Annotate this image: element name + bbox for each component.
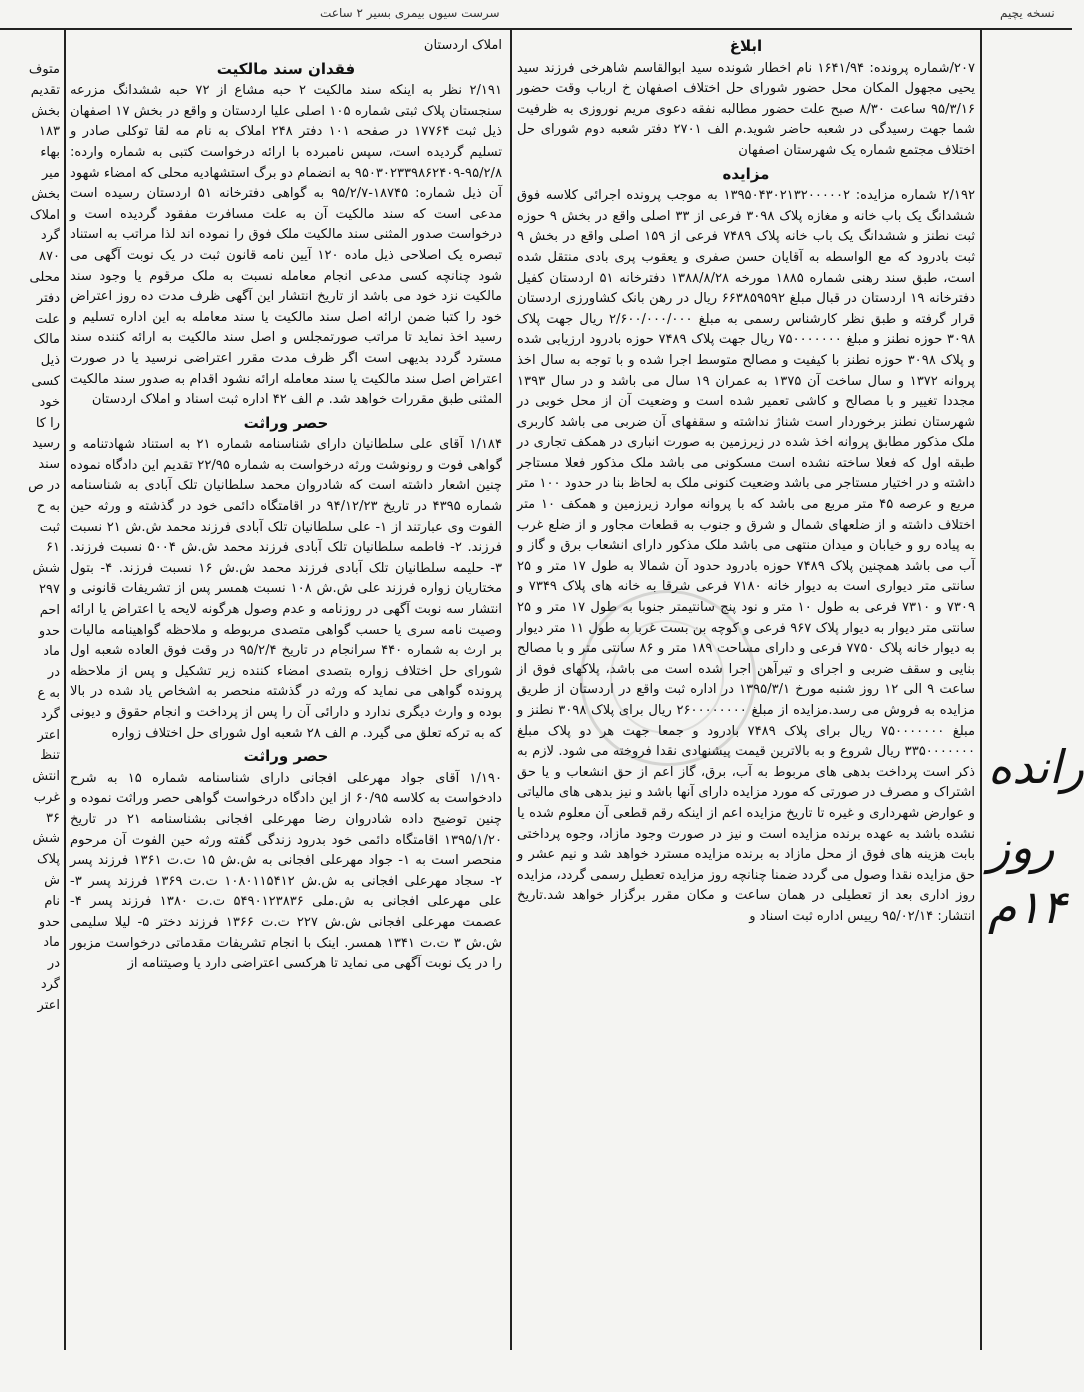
left-fragment-line: بهاء: [40, 145, 60, 161]
left-fragment-line: ۱۸۳: [39, 124, 60, 140]
left-fragment-line: املاک: [30, 207, 60, 223]
left-fragment-line: دفتر: [36, 290, 60, 306]
left-fragment-line: علت: [35, 311, 60, 327]
left-fragment-line: رسید: [32, 436, 60, 452]
left-fragment-line: انتش: [32, 769, 60, 785]
left-fragment-line: گرد: [40, 977, 60, 993]
inheritance-notice-1: ۱/۱۸۴ آقای علی سلطانیان دارای شناسنامه شماره ۲۱ به استناد شهادتنامه و گواهی فوت و رونوشت ورثه درخواست به شماره ۲۲/۹۵ تقدیم این دادگاه نموده چنین اشعار داشته است که شادروان محمد سلطانیان تلک آبادی به شناسنامه شماره ۴۳۹۵ در تاریخ ۹۴/۱۲/۲۳ در اقامتگاه دائمی خود در گذشته و ورثه حین الفوت وی عبارتند از ۱- علی سلطانیان تلک آبادی فرزند محمد ش.ش ۲۱ نسبت فرزند. ۲- فاطمه سلطانیان تلک آبادی فرزند محمد ش.ش ۵۰۰۴ نسبت فرزند. ۳- حلیمه سلطانیان تلک آبادی فرزند محمد ش.ش ۱۶ نسبت فرزند. ۴- بتول مختاریان زواره فرزند علی ش.ش ۱۰۸ نسبت همسر پس از تشریفات قانونی و انتشار سه نوبت آگهی در روزنامه و عدم وصول هرگونه لایحه یا اعتراض یا ارائه وصیت نامه سری یا حسب گواهی متصدی مربوطه و ملاحظه گواهینامه مالیات بر ارث به شماره ۴۴۰ سرانجام در تاریخ ۹۵/۲/۴ در وقت فوق العاده شعبه اول شورای حل اختلاف زواره بتصدی امضاء کننده زیر تشکیل و پس از ملاحظه پرونده گواهی می نماید که ورثه در گذشته منحصر به اشخاص یاد شده در بالا بوده و وارث دیگری ندارد و دارائی آن را پس از پرداخت و انجام حقوق و دیونی که به ترکه تعلق می گیرد. م الف ۲۸ شعبه اول شورای حل اختلاف زواره: [70, 437, 503, 741]
notice-heading: ابلاغ: [729, 37, 763, 55]
left-fragment-line: ۲۹۷: [39, 581, 60, 597]
left-fragment-line: سند: [38, 457, 60, 473]
left-fragment-line: شش: [32, 831, 60, 847]
left-fragment-line: کسی: [31, 373, 60, 389]
left-fragment-line: متوف: [28, 62, 60, 77]
left-fragment-line: به ح: [36, 498, 60, 514]
left-fragment-line: ۶۱: [46, 540, 60, 556]
left-fragment-line: محلی: [29, 269, 60, 285]
lost-deed-heading: فقدان سند مالکیت: [216, 59, 356, 78]
column-divider-middle: [510, 30, 512, 1350]
left-fragment-line: را کا: [35, 415, 60, 431]
left-fragment-line: گرد: [40, 228, 60, 244]
left-cut-column: [0, 60, 60, 1017]
left-fragment-line: ذیل: [40, 353, 60, 369]
auction-notice: ۲/۱۹۲ شماره مزایده: ۱۳۹۵۰۴۳۰۲۱۳۲۰۰۰۰۰۲ به موجب پرونده اجرائی کلاسه فوق ششدانگ یک باب خانه و مغازه پلاک ۳۰۹۸ فرعی از ۳۳ اصلی واقع در بخش ۹ حوزه ثبت نطنز و ششدانگ یک باب خانه پلاک ۷۴۸۹ فرعی از ۱۵۹ اصلی واقع در بخش ۹ ثبت بادرود که مع الواسطه به آقایان حسن صفری و یعقوب پری بادی منتقل شده است، طبق سند رهنی شماره ۱۸۸۵ مورخه ۱۳۸۸/۸/۲۸ دفترخانه ۵۱ اردستان کفیل دفترخانه ۱۹ اردستان در قبال مبلغ ۶۶۳۸۵۹۵۹۲ ریال در رهن بانک کشاورزی اردستان قرار گرفته و طبق نظر کارشناس رسمی به مبلغ ۲/۶۰۰/۰۰۰/۰۰۰ ریال جهت پلاک ۳۰۹۸ حوزه نطنز و مبلغ ۷۵۰۰۰۰۰۰۰ ریال جهت پلاک ۷۴۸۹ حوزه بادرود ارزیابی شده و پلاک ۳۰۹۸ حوزه نطنز با کیفیت و مصالح متوسط اجرا شده و با توجه به سال اخذ پروانه ۱۳۷۲ و سال ساخت آن ۱۳۷۵ به عمران ۱۹ سال می باشد و در سال ۱۳۹۳ مجددا تغییر و با مصالح و کاشی تعمیر شده است و وضعیت آن از محل خوبی در شهرستان نطنز برخوردار است شناژ نداشته و سقفهای آن ضربی می باشد کاربری ملک مذکور مطابق پروانه اخذ شده در زیرزمین به صورت انباری در همکف تجاری در طبقه اول که فعلا ساخته نشده است مسکونی می باشد ملک مذکور فعلا مستاجر داشته و در اختیار مستاجر می باشد وضعیت کنونی ملک به لحاظ بنا در حدود ۱۰۰ متر مربع و عرصه ۴۵ متر مربع می باشد که با پروانه موارد زیرزمین و همکف ۱۰ متر اختلاف داشته و از ضلعهای شمال و شرق و جنوب به قطعات مجاور و از ضلع غرب به پیاده رو و خیابان و میدان منتهی می باشد ملک مذکور دارای انشعاب برق و گاز و آب می باشد همچنین پلاک ۷۴۸۹ حوزه بادرود حدود آن شمالا به طول ۱۷ متر و ۲۵ سانتی متر دیواری است به دیوار خانه ۷۱۸۰ فرعی شرقا به خانه های پلاک ۷۳۴۹ و ۷۳۰۹ و ۷۳۱۰ فرعی به طول ۱۰ متر و نود پنج سانتیمتر جنوبا به طول ۱۷ متر و ۲۵ سانتی متر دیوار به دیوار پلاک ۹۶۷ فرعی و کوچه بن بست غربا به طول ۱۱ متر دیوار به دیوار خانه پلاک ۷۷۵۰ فرعی و دارای مساحت ۱۸۹ متر و ۸۶ سانتی متر و با مصالح بنایی و سقف ضربی و اجرای و تیرآهن اجرا شده است می باشد، پلاکهای فوق از ساعت ۹ الی ۱۲ روز شنبه مورخ ۱۳۹۵/۳/۱ در اداره ثبت واقع در اردستان از طریق مزایده به فروش می رسد.مزایده از مبلغ ۲۶۰۰۰۰۰۰۰۰ ریال برای پلاک ۳۰۹۸ نطنز و مبلغ ۷۵۰۰۰۰۰۰۰ ریال برای پلاک ۷۴۸۹ بادرود و جمعا جهت هر دو پلاک مبلغ ۳۳۵۰۰۰۰۰۰۰ ریال شروع و به بالاترین قیمت پیشنهادی نقدا فروخته می شود. لازم به ذکر است پرداخت بدهی های مربوط به آب، برق، گاز اعم از حق انشعاب و یا حق اشتراک و مصرف در صورتی که مورد مزایده دارای آنها باشد و نیز بدهی های مالیاتی و عوارض شهرداری و غیره تا تاریخ مزایده اعم از اینکه رقم قطعی آن معلوم شده یا نشده باشد به عهده برنده مزایده است و نیز در صورت وجود مازاد، وجوه پرداختی بابت هزینه های فوق از محل مازاد به برنده مزایده مسترد خواهد شد و نیم عشر و حق مزایده نقدا وصول می گردد ضمنا چنانچه روز مزایده تعطیل رسمی گردد، مزایده روز اداری بعد از تعطیلی در همان ساعت و مکان مقرر برگزار خواهد شد.تاریخ انتشار: ۹۵/۰۲/۱۴ رییس اداره ثبت اسناد و: [517, 188, 976, 924]
middle-subhead: املاک اردستان: [423, 38, 502, 53]
left-fragment-line: غرب: [33, 789, 60, 805]
left-fragment-line: نام: [44, 893, 60, 909]
left-fragment-line: تقدیم: [30, 82, 60, 98]
handwritten-note-3: ۱۴م: [988, 880, 1066, 934]
handwritten-note-1: رانده: [988, 740, 1084, 794]
left-fragment-line: ثبت: [39, 519, 60, 535]
left-fragment-line: ماد: [43, 644, 60, 660]
left-fragment-line: ماد: [43, 935, 60, 951]
inheritance-heading-2: حصر وراثت: [243, 747, 329, 766]
left-fragment-line: گرد: [40, 706, 60, 722]
lost-deed-notice: ۲/۱۹۱ نظر به اینکه سند مالکیت ۲ حبه مشاع از ۷۲ حبه ششدانگ مزرعه سنجستان پلاک ثبتی شماره ۱۰۵ اصلی علیا اردستان و واقع در بخش ۱۷ اصفهان ذیل ثبت ۱۷۷۶۴ در صفحه ۱۰۱ دفتر ۲۴۸ املاک به نام مه لقا توکلی صادر و تسلیم گردیده است، سپس نامبرده با ارائه درخواست کتبی به شماره وارده: ۹۵/۲/۸-۹۵۰۳۰۲۳۳۹۸۶۲۴۰۹ به انضمام دو برگ استشهادیه محلی که امضاء شهود آن ذیل شماره: ۱۸۷۴۵-۹۵/۲/۷ به گواهی دفترخانه ۵۱ اردستان رسیده است مدعی است که سند مالکیت آن به علت مسافرت مفقود گردیده است و درخواست صدور المثنی سند مالکیت ملک فوق را نموده اند لذا مراتب به استناد تبصره یک اصلاحی ذیل ماده ۱۲۰ آیین نامه قانون ثبت در یک نوبت آگهی می شود چنانچه کسی مدعی انجام معامله نسبت به ملک مرقوم یا وجود سند مالکیت نزد خود می باشد از تاریخ انتشار این آگهی ظرف مدت ده روز اعتراض خود را کتبا ضمن ارائه اصل سند مالکیت یا سند معامله به این اداره تسلیم و رسید اخذ نماید تا مراتب صورتمجلس و اصل سند مالکیت به ارائه کننده سند مسترد گردد بدیهی است اگر ظرف مدت مقرر اعتراضی نرسید یا در صورت اعتراض اصل سند مالکیت یا سند معامله ارائه نشود اقدام به صدور سند مالکیت المثنی طبق مقررات خواهد شد. م الف ۴۲ اداره ثبت اسناد و املاک اردستان: [70, 83, 503, 408]
left-fragment-line: در ص: [28, 477, 60, 493]
summons-notice: ۲۰۷/شماره پرونده: ۱۶۴۱/۹۴ نام اخطار شونده سید ابوالقاسم شاهرخی فرزند سید یحیی مجهول المکان محل حضور شورای حل اختلاف اصفهان خ ارباب وقت حضور ۹۵/۳/۱۶ ساعت ۸/۳۰ صبح علت حضور مطالبه نفقه دعوی مریم نوروزی به ظرفیت شما جهت رسیدگی در شعبه حاضر شوید.م الف ۲۷۰۱ دفتر شعبه دوم شورای حل اختلاف مجتمع شماره یک شهرستان اصفهان: [517, 60, 976, 158]
left-fragment-line: میر: [41, 165, 60, 181]
left-fragment-line: حدو: [38, 623, 60, 639]
left-fragment-line: احم: [39, 602, 60, 618]
header-left-text: نسخه یچیم: [1000, 6, 1055, 20]
left-fragment-line: اعتر: [37, 727, 60, 743]
left-fragment-line: ش: [44, 873, 60, 889]
header-center-text: سرست سیوں بیمری بسیر ۲ ساعت: [320, 6, 500, 20]
left-fragment-line: به ع: [37, 685, 60, 701]
left-fragment-line: در: [47, 665, 60, 681]
column-divider-left: [64, 30, 66, 1350]
left-fragment-line: حدو: [38, 914, 60, 930]
column-divider-right: [980, 30, 982, 1350]
left-fragment-line: خود: [39, 394, 60, 410]
left-fragment-line: تنظ: [40, 748, 60, 764]
auction-heading: مزایده: [722, 164, 770, 183]
left-fragment-line: شش: [32, 561, 60, 577]
right-column: [517, 34, 975, 930]
left-fragment-line: پلاک: [36, 852, 60, 868]
left-fragment-line: ۸۷۰: [39, 249, 60, 265]
handwritten-note-2: روز: [988, 820, 1055, 874]
page-header: [0, 0, 1072, 30]
left-fragment-line: بخش: [31, 186, 60, 202]
left-fragment-line: در: [47, 956, 60, 972]
left-fragment-line: اعتر: [37, 997, 60, 1013]
middle-column: [70, 34, 502, 977]
left-fragment-line: مالک: [33, 332, 60, 348]
inheritance-notice-2: ۱/۱۹۰ آقای جواد مهرعلی افجانی دارای شناسنامه شماره ۱۵ به شرح دادخواست به کلاسه ۶۰/۹۵ از این دادگاه درخواست گواهی حصر وراثت نموده و چنین توضیح داده شادروان رضا مهرعلی افجانی بشناسنامه ۲۱ در تاریخ ۱۳۹۵/۱/۲۰ اقامتگاه دائمی خود بدرود زندگی گفته ورثه حین الفوت آن مرحوم منحصر است به ۱- جواد مهرعلی افجانی به ش.ش ۱۵ ت.ت ۱۳۶۱ فرزند پسر ۲- سجاد مهرعلی افجانی به ش.ش ۱۰۸۰۱۱۵۴۱۲ ت.ت ۱۳۶۹ فرزند پسر ۳- علی مهرعلی افجانی به ش.ملی ۵۴۹۰۱۲۳۸۳۶ ت.ت ۱۳۸۰ فرزند پسر ۴- عصمت مهرعلی افجانی ش.ش ۲۲۷ ت.ت ۱۳۶۶ فرزند دختر ۵- لیلا سلیمی ش.ش ۳ ت.ت ۱۳۴۱ همسر. اینک با انجام تشریفات مقدماتی درخواست مزبور را در یک نوبت آگهی می نماید تا هرکسی اعتراضی دارد یا وصیتنامه از: [70, 770, 503, 972]
inheritance-heading-1: حصر وراثت: [243, 413, 329, 432]
left-fragment-line: ۳۶: [46, 810, 60, 826]
left-fragment-line: بخش: [31, 103, 60, 119]
